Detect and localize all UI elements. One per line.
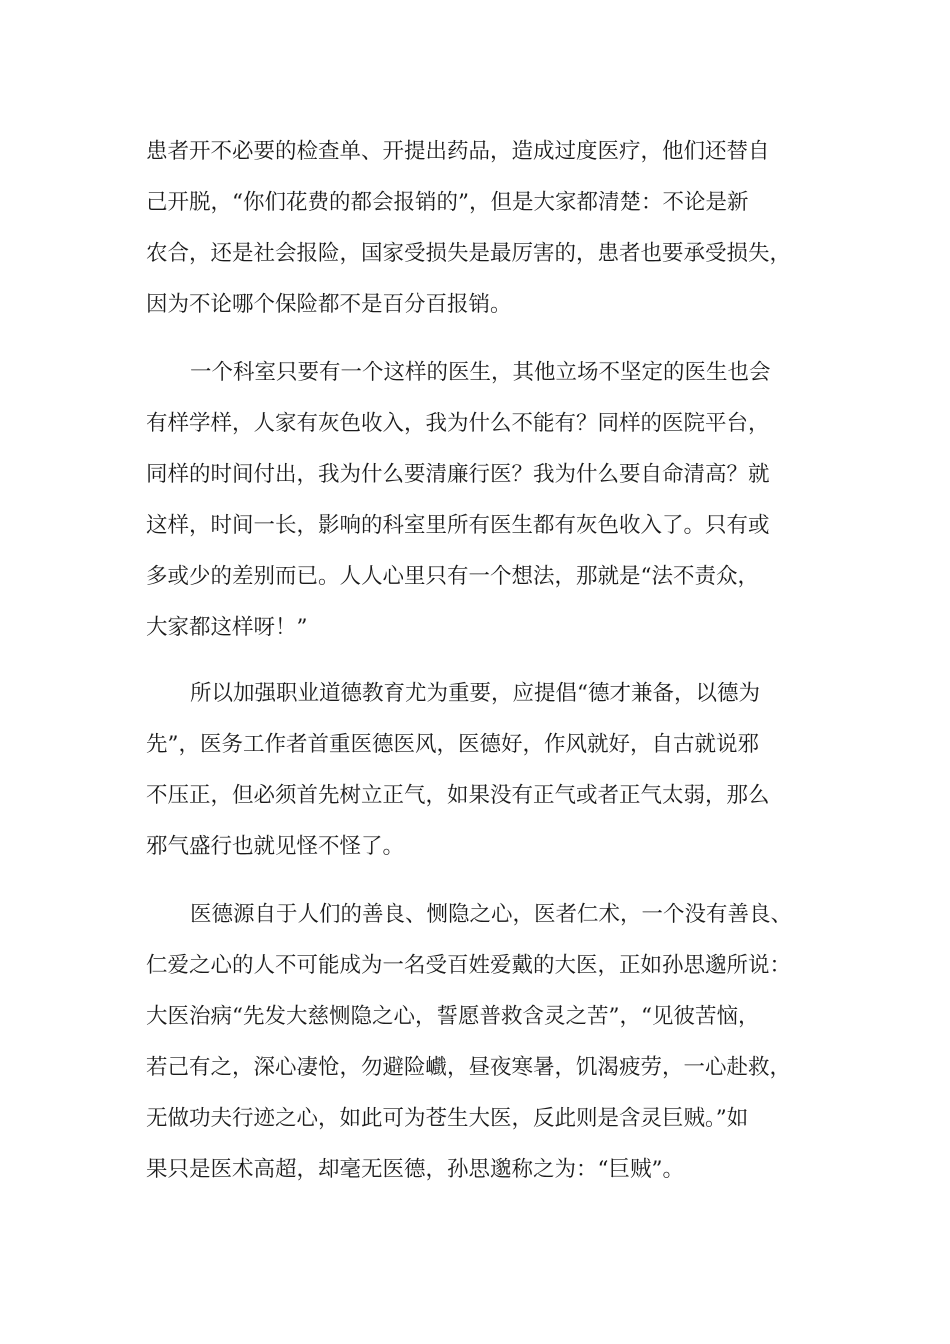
text-line: 果只是医术高超，却毫无医德，孙思邈称之为：“巨贼”。	[146, 1157, 684, 1182]
text-line: 医德源自于人们的善良、恻隐之心，医者仁术，一个没有善良、	[190, 902, 793, 927]
text-line: 一个科室只要有一个这样的医生，其他立场不坚定的医生也会	[190, 360, 771, 385]
text-line: 无做功夫行迹之心，如此可为苍生大医，反此则是含灵巨贼。”如	[146, 1106, 749, 1131]
text-line: 所以加强职业道德教育尤为重要，应提倡“德才兼备，以德为	[190, 681, 760, 706]
text-line: 邪气盛行也就见怪不怪了。	[146, 834, 405, 859]
text-line: 有样学样，人家有灰色收入，我为什么不能有？同样的医院平台，	[146, 411, 770, 436]
text-line: 这样，时间一长，影响的科室里所有医生都有灰色收入了。只有或	[146, 513, 770, 538]
text-line: 大家都这样呀！”	[146, 615, 308, 640]
text-line: 大医治病“先发大慈恻隐之心，誓愿普救含灵之苦”，“见彼苦恼，	[146, 1004, 760, 1029]
text-line: 仁爱之心的人不可能成为一名受百姓爱戴的大医，正如孙思邈所说：	[146, 953, 792, 978]
text-line: 患者开不必要的检查单、开提出药品，造成过度医疗，他们还替自	[146, 139, 770, 164]
text-line: 先”，医务工作者首重医德医风，医德好，作风就好，自古就说邪	[146, 732, 759, 757]
text-line: 多或少的差别而已。人人心里只有一个想法，那就是“法不责众，	[146, 564, 759, 589]
text-line: 同样的时间付出，我为什么要清廉行医？我为什么要自命清高？就	[146, 462, 770, 487]
text-line: 农合，还是社会报险，国家受损失是最厉害的，患者也要承受损失，	[146, 241, 792, 266]
text-line: 若己有之，深心凄怆，勿避险巇，昼夜寒暑，饥渴疲劳，一心赴救，	[146, 1055, 792, 1080]
text-line: 因为不论哪个保险都不是百分百报销。	[146, 292, 512, 317]
text-line: 己开脱，“你们花费的都会报销的”，但是大家都清楚：不论是新	[146, 190, 749, 215]
text-line: 不压正，但必须首先树立正气，如果没有正气或者正气太弱，那么	[146, 783, 770, 808]
